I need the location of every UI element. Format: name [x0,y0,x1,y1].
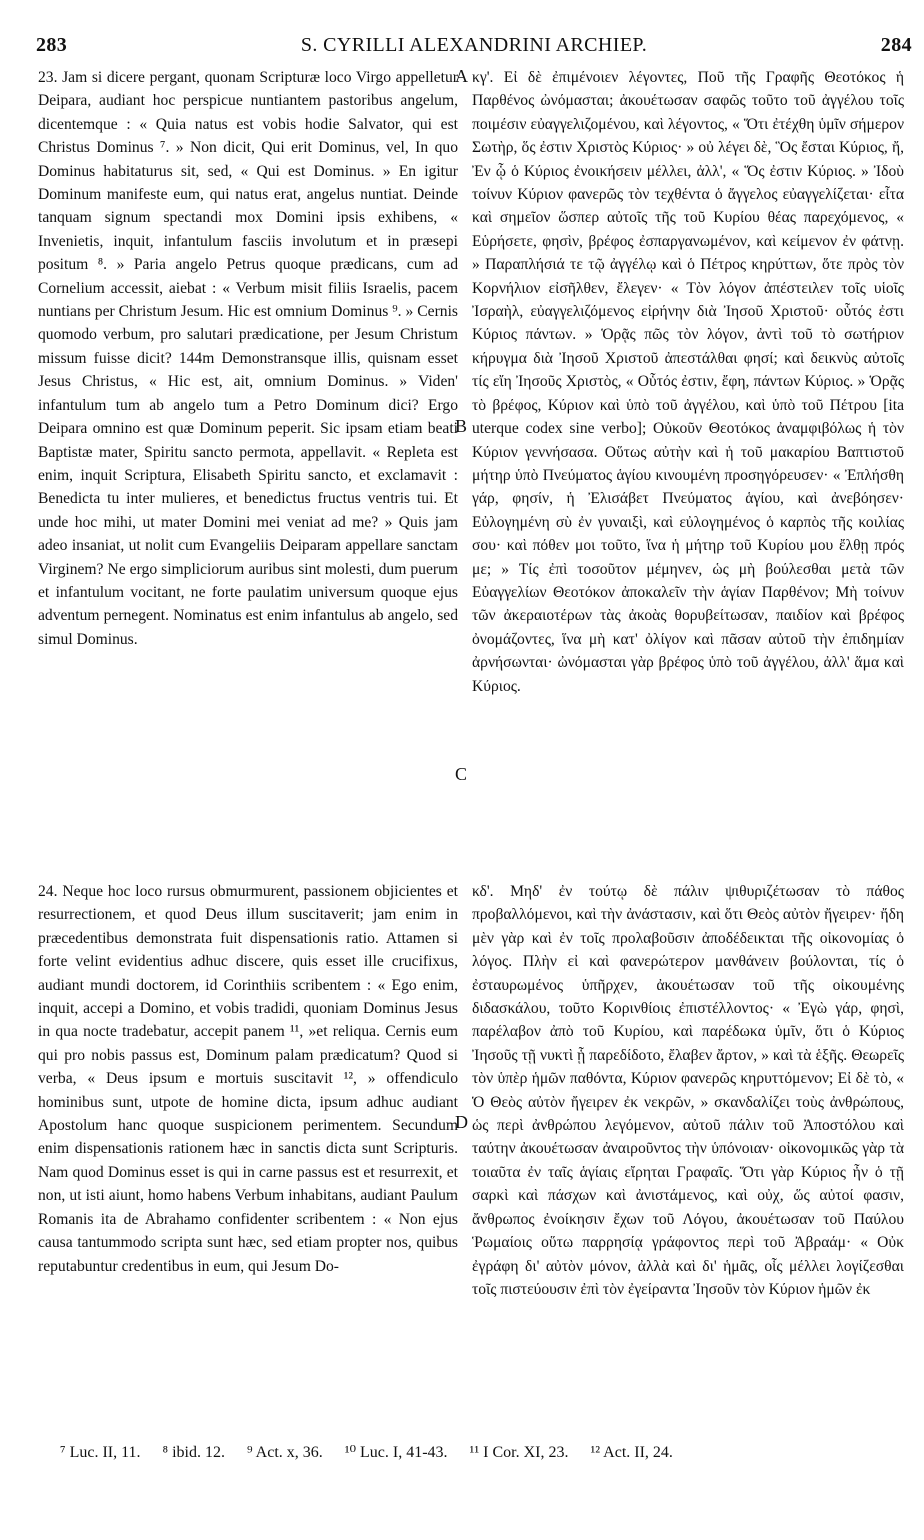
footnote: ⁹ Act. x, 36. [246,1444,323,1461]
page-number-right: 284 [880,34,912,56]
margin-letter-b: B [455,416,468,436]
footnote: ¹⁰ Luc. I, 41-43. [344,1444,448,1461]
footnote: ¹² Act. II, 24. [590,1444,673,1461]
margin-letter-a: A [455,66,468,86]
footnotes [60,1442,880,1462]
greek-section-24 [472,880,904,1301]
footnote: ⁸ ibid. 12. [162,1444,225,1461]
page-header [36,34,912,62]
running-title: S. CYRILLI ALEXANDRINI ARCHIEP. [300,34,648,56]
margin-letter-d: D [455,1112,468,1132]
greek-paragraph-23: κγ'. Εἰ δὲ ἐπιμένοιεν λέγοντες, Ποῦ τῆς Γραφῆς Θεοτόκος ἡ Παρθένος ὠνόμασται; ἀκουέτωσαν σαφῶς τοῦτο τοῦ ἀγγέλου τοῖς ποιμέσιν εὐαγγελιζομένου, καὶ λέγοντος, « Ὅτι ἐτέχθη ὑμῖν σήμερον Σωτὴρ, ὅς ἐστιν Χριστὸς Κύριος· » οὐ λέγει δὲ, Ὃς ἔσται Κύριος, ἤ, Ἐν ᾧ ὁ Κύριος ἐνοικήσειν μέλλει, ἀλλ', « Ὅς ἐστιν Κύριος. » Ἰδοὺ τοίνυν Κύριον φανερῶς τὸν τεχθέντα ὁ ἄγγελος εὐαγγελίζεται· εἶτα καὶ σημεῖον ὥσπερ αὐτοῖς τῆς τοῦ Κυρίου θέας παρεχόμενος, « Εὑρήσετε, φησὶν, βρέφος ἐσπαργανωμένον, καὶ κείμενον ἐν φάτνῃ. » Παραπλήσιά τε τῷ ἀγγέλῳ καὶ ὁ Πέτρος κηρύττων, ὅτε πρὸς τὸν Κορνήλιον εἰσῆλθεν, ἔλεγεν· « Τὸν λόγον ἀπέστειλεν τοῖς υἱοῖς Ἰσραὴλ, εὐαγγελιζόμενος εἰρήνην διὰ Ἰησοῦ Χριστοῦ· οὗτός ἐστι Κύριος πάντων. » Ὁρᾷς πῶς τὸν λόγον, ἀντὶ τοῦ τὸ σωτήριον κήρυγμα διὰ Ἰησοῦ Χριστοῦ ἀπεστάλθαι φησί; καὶ δεικνὺς αὐτοῖς τίς εἴη Ἰησοῦς Χριστὸς, « Οὗτός ἐστιν, ἔφη, πάντων Κύριος. » Ὁρᾷς τὸ βρέφος, Κύριον καὶ ὑπὸ τοῦ ἀγγέλου, καὶ ὑπὸ τοῦ Πέτρου [ita uterque codex sine verbo]; Οὐκοῦν Θεοτόκος ἀναμφιβόλως ἡ τὸν Κύριον γεννήσασα. Οὕτως αὐτὴν καὶ ἡ τοῦ μακαρίου Βαπτιστοῦ μήτηρ ὑπὸ Πνεύματος ἁγίου κινουμένη προσηγόρευσεν· « Ἐπλήσθη γάρ, φησίν, ἡ Ἐλισάβετ Πνεύματος ἁγίου, καὶ ἀνεβόησεν· Εὐλογημένη σὺ ἐν γυναιξὶ, καὶ εὐλογημένος ὁ καρπὸς τῆς κοιλίας σου· καὶ πόθεν μοι τοῦτο, ἵνα ἡ μήτηρ τοῦ Κυρίου μου ἔλθῃ πρός με; » Τίς ἐπὶ τοσοῦτον μέμηνεν, ὡς μὴ βούλεσθαι μετὰ τῶν Εὐαγγελίων Θεοτόκον ἀποκαλεῖν τὴν ἁγίαν Παρθένον; Μὴ τοίνυν τῶν ἀκεραιοτέρων τὰς ἀκοὰς θορυβείτωσαν, παιδίον καὶ βρέφος ὀνομάζοντες, ἵνα μὴ κατ' ὀλίγον καὶ πᾶσαν αὐτοῦ τὴν ἐπιδημίαν ἀρνήσωνται· ὠνόμασται γὰρ βρέφος ὑπὸ τοῦ ἀγγέλου, ἀλλ' ἅμα καὶ Κύριος. [472,69,904,695]
footnote: ¹¹ I Cor. XI, 23. [469,1444,569,1461]
greek-paragraph-24: κδ'. Μηδ' ἐν τούτῳ δὲ πάλιν ψιθυριζέτωσαν τὸ πάθος προβαλλόμενοι, καὶ τὴν ἀνάστασιν, καὶ ὅτι Θεὸς αὐτὸν ἤγειρεν· ἤδη μὲν γὰρ καὶ ἐν τοῖς προλαβοῦσιν ἀποδέδεικται τῆς οἰκονομίας ὁ λόγος. Πλὴν εἰ καὶ φανερώτερον μανθάνειν βούλονται, τίς ὁ ἐσταυρωμένος ὑπῆρχεν, ἀκουέτωσαν τοῦ τῆς οἰκουμένης διδασκάλου, τοῦτο Κορινθίοις ἐπιστέλλοντος· « Ἐγὼ γάρ, φησὶ, παρέλαβον ἀπὸ τοῦ Κυρίου, καὶ παρέδωκα ὑμῖν, ὅτι ὁ Κύριος Ἰησοῦς τῇ νυκτὶ ᾗ παρεδίδοτο, ἔλαβεν ἄρτον, » καὶ τὰ ἑξῆς. Θεωρεῖς τὸν ὑπὲρ ἡμῶν παθόντα, Κύριον φανερῶς κηρυττόμενον; Εἰ δὲ τὸ, « Ὁ Θεὸς αὐτὸν ἤγειρεν ἐκ νεκρῶν, » σκανδαλίζει τοὺς ἀνθρώπους, ὡς περὶ ἀνθρώπου λεγόμενον, αὐτοῦ πάλιν τοῦ Ἀποστόλου καὶ ταύτην ἀκουέτωσαν ἀναιροῦντος τὴν ὑπόνοιαν· οἰκονομικῶς γὰρ τὰ τοιαῦτα ἐν ταῖς ἁγίαις εἴρηται Γραφαῖς. Ὅτι γὰρ Κύριος ἦν ὁ τῇ σαρκὶ καὶ πάσχων καὶ ἀνιστάμενος, καὶ οὐχ, ὥς αὐτοί φασιν, ἄνθρωπος ἐνοίκησιν ἔχων τοῦ Λόγου, ἀκουέτωσαν τοῦ Παύλου Ῥωμαίοις οὕτω παρρησίᾳ γράφοντος περὶ τοῦ Ἀβραάμ· « Οὐκ ἐγράφη δι' αὐτὸν μόνον, ἀλλὰ καὶ δι' ἡμᾶς, οἷς μέλλει λογίζεσθαι τοῖς πιστεύουσιν ἐπὶ τὸν ἐγείραντα Ἰησοῦν τὸν Κύριον ἡμῶν ἐκ [472,883,904,1298]
latin-section-23 [38,66,458,651]
footnote: ⁷ Luc. II, 11. [60,1444,141,1461]
greek-section-23 [472,66,904,698]
margin-letter-c: C [455,764,468,784]
page-number-left: 283 [36,34,68,56]
latin-paragraph-23: 23. Jam si dicere pergant, quonam Scripturæ loco Virgo appelletur Deipara, audiant hoc perspicue nuntiantem pastoribus angelum, dicentemque : « Quia natus est vobis hodie Salvator, qui est Christus Dominus ⁷. » Non dicit, Qui erit Dominus, vel, In quo Dominus habitaturus sit, sed, « Qui est Dominus. » En igitur Dominum manifeste eum, qui natus erat, angelus nuntiat. Deinde tanquam signum spectandi mox Domini ipsis exhibens, « Invenietis, inquit, infantulum fasciis involutum et in præsepi positum ⁸. » Paria angelo Petrus quoque prædicans, cum ad Cornelium accessit, aiebat : « Verbum misit filiis Israelis, pacem nuntians per Christum Jesum. Hic est omnium Dominus ⁹. » Cernis quomodo verbum, pro salutari prædicatione, per Jesum Christum missum fuisse dicit? 144m Demonstransque illis, quisnam esset Jesus Christus, « Hic est, ait, omnium Dominus. » Viden' infantulum tum ab angelo tum a Petro Dominum dici? Ergo Deipara omnino est quæ Dominum peperit. Sic ipsam etiam beati Baptistæ mater, Spiritu sancto permota, appellavit. « Repleta est enim, inquit Scriptura, Elisabeth Spiritu sancto, et exclamavit : Benedicta tu inter mulieres, et benedictus fructus ventris tui. Et unde hoc mihi, ut mater Domini mei veniat ad me? » Quis jam adeo insaniat, ut nolit cum Evangeliis Deiparam appellare sanctam Virginem? Ne ergo simpliciorum auribus sint molesti, dum puerum et infantulum vocitant, ne forte paulatim universum quoque ejus adventum pernegent. Nominatus est enim infantulus ab angelo, sed simul Dominus. [38,69,458,648]
latin-section-24 [38,880,458,1278]
latin-paragraph-24: 24. Neque hoc loco rursus obmurmurent, passionem objicientes et resurrectionem, et quod Deus illum suscitaverit; jam enim in præcedentibus demonstrata fuit dispensationis ratio. Attamen si forte velint evidentius adhuc discere, quis esset ille crucifixus, audiant mundi doctorem, id Corinthiis scribentem : « Ego enim, inquit, accepi a Domino, et vobis tradidi, quoniam Dominus Jesus in qua nocte tradebatur, accepit panem ¹¹, »et reliqua. Cernis eum qui pro nobis passus est, Dominum palam prædicatum? Quod si verba, « Deus ipsum e mortuis suscitavit ¹², » offendiculo hominibus sunt, utpote de homine dicta, ipsum adhuc audiant Apostolum hanc quoque suspicionem perimentem. Secundum enim dispensationis rationem hæc in sanctis dicta sunt Scripturis. Nam quod Dominus esset is qui in carne passus est et resurrexit, et non, ut isti aiunt, homo habens Verbum inhabitans, audiant Paulum Romanis ita de Abrahamo confidenter scribentem : « Non ejus causa tantummodo scripta sunt hæc, sed etiam propter nos, quibus reputabuntur credentibus in eum, qui Jesum Do- [38,883,458,1275]
